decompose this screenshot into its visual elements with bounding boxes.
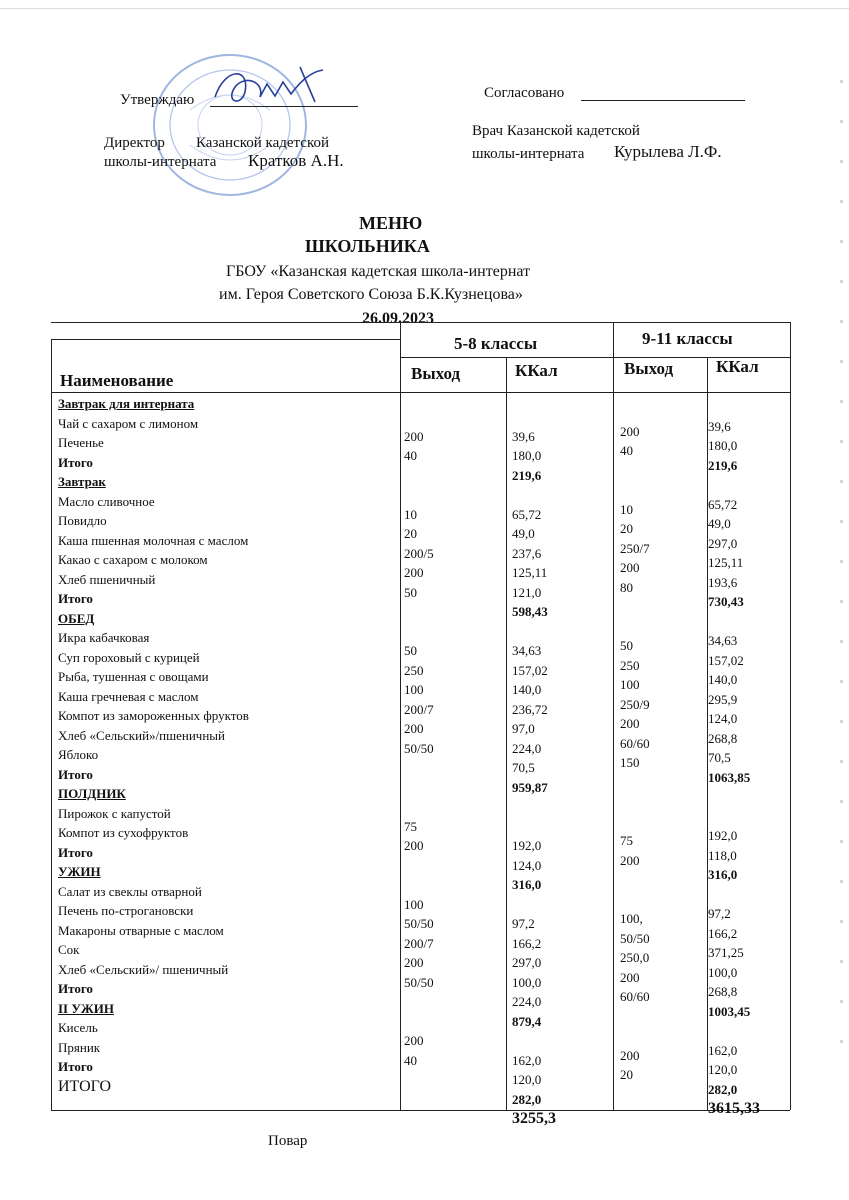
table-row-kcal-b: 157,02 (708, 652, 744, 668)
table-row-output-b: 60/60 (620, 735, 650, 751)
table-row-output-b (620, 812, 650, 832)
table-row-output-b: 250 (620, 657, 640, 673)
table-row-name: Итого (58, 981, 93, 996)
table-row-output-b: 80 (620, 579, 633, 595)
table-row-kcal-b: 166,2 (708, 925, 738, 941)
menu-date: 26.09.2023 (362, 310, 434, 327)
table-row-name: Масло сливочное (58, 493, 155, 509)
table-row-kcal-a: 121,0 (512, 584, 542, 600)
table-row-name: Итого (58, 766, 93, 782)
table-row-output-a: 200 (404, 428, 424, 444)
table-row-kcal-a: 34,63 (512, 643, 542, 658)
table-row-output-b (620, 773, 650, 793)
table-row-output-a (404, 466, 434, 486)
table-row-output-a: 50 (404, 643, 417, 658)
director-title: Директор (104, 135, 165, 151)
agreed-signature-line (581, 100, 745, 101)
table-row-name: Кисель (58, 1020, 98, 1035)
col-kcal-header-b: ККал (716, 357, 759, 376)
table-row-kcal-b (708, 397, 760, 417)
table-row-output-a: 200 (404, 721, 424, 736)
table-row-kcal-b (708, 475, 760, 495)
table-row-kcal-b (708, 885, 760, 905)
table-row-kcal-a: 219,6 (512, 467, 542, 483)
col-kcal-header-a: ККал (515, 361, 558, 380)
table-row-output-a (404, 485, 434, 505)
table-row-name: Итого (58, 1059, 93, 1074)
table-row-name: Компот из замороженных фруктов (58, 708, 249, 723)
table-row-kcal-a: 224,0 (512, 994, 542, 1009)
table-row-kcal-b (708, 1021, 760, 1041)
table-row-output-b (620, 461, 650, 481)
table-row-name: Итого (58, 454, 93, 470)
table-row-kcal-a: 3255,3 (512, 1110, 556, 1127)
director-org: Казанской кадетской (196, 135, 329, 151)
table-row-kcal-b: 1063,85 (708, 769, 751, 785)
table-row-name: II УЖИН (58, 1000, 114, 1016)
table-row-kcal-b: 268,8 (708, 730, 738, 746)
table-row-kcal-a: 282,0 (512, 1091, 542, 1107)
table-row-kcal-a: 120,0 (512, 1072, 542, 1087)
table-row-name: Макароны отварные с маслом (58, 922, 224, 938)
table-row-name: Икра кабачковая (58, 630, 150, 645)
table-row-output-b: 200 (620, 852, 640, 868)
table-row-kcal-a: 236,72 (512, 701, 548, 717)
table-row-kcal-a: 598,43 (512, 604, 548, 619)
table-row-output-a: 200/7 (404, 935, 434, 951)
table-row-name: Чай с сахаром с лимоном (58, 415, 199, 431)
table-row-kcal-a (512, 485, 556, 505)
table-row-output-b: 100, (620, 911, 643, 926)
output-column-9-11 (620, 402, 650, 1124)
table-row-name: Салат из свеклы отварной (58, 883, 202, 899)
table-row-kcal-b: 162,0 (708, 1042, 738, 1058)
table-row-name: Повидло (58, 513, 107, 528)
table-row-kcal-a: 140,0 (512, 682, 542, 697)
table-row-output-a: 250 (404, 662, 424, 678)
table-row-name: Хлеб пшеничный (58, 571, 156, 587)
table-row-name: Итого (58, 844, 93, 860)
table-row-output-a: 75 (404, 818, 417, 834)
table-row-output-a (404, 758, 434, 778)
table-row-name: УЖИН (58, 864, 101, 879)
table-row-kcal-b (708, 612, 760, 632)
table-row-output-b: 20 (620, 521, 633, 536)
table-row-kcal-b: 34,63 (708, 633, 738, 648)
table-row-output-a (404, 992, 434, 1012)
table-row-name: Суп гороховый с курицей (58, 649, 200, 665)
table-row-kcal-a: 180,0 (512, 448, 542, 463)
table-row-kcal-a: 166,2 (512, 935, 542, 951)
table-row-name: Завтрак для интерната (58, 396, 195, 411)
table-row-kcal-b: 118,0 (708, 847, 737, 863)
table-row-output-b (620, 617, 650, 637)
table-row-kcal-a (512, 622, 556, 642)
table-row-kcal-a: 70,5 (512, 760, 535, 775)
table-row-output-b: 200 (620, 1047, 640, 1063)
table-row-output-b: 60/60 (620, 989, 650, 1004)
table-row-output-a (404, 856, 434, 876)
table-row-kcal-b: 125,11 (708, 555, 744, 570)
table-row-name: Какао с сахаром с молоком (58, 552, 208, 567)
table-row-name: Печень по-строгановски (58, 903, 194, 918)
table-row-output-a: 10 (404, 506, 417, 522)
table-row-kcal-a: 39,6 (512, 428, 535, 444)
table-row-kcal-b: 120,0 (708, 1062, 738, 1077)
table-row-output-b: 250/9 (620, 696, 650, 712)
col-out-header-a: Выход (411, 364, 461, 383)
table-row-output-a: 200/5 (404, 545, 434, 561)
table-row-kcal-a: 124,0 (512, 857, 542, 873)
director-org-2: школы-интерната (104, 154, 217, 170)
table-row-kcal-a: 192,0 (512, 838, 542, 853)
table-row-output-b: 200 (620, 560, 640, 575)
table-row-output-b: 150 (620, 755, 640, 770)
table-row-kcal-b: 295,9 (708, 691, 738, 707)
table-row-kcal-b: 124,0 (708, 711, 738, 726)
kcal-column-9-11 (708, 397, 760, 1119)
table-row-output-b (620, 480, 650, 500)
kcal-column-5-8 (512, 407, 556, 1129)
table-row-output-b: 10 (620, 501, 633, 517)
table-row-name: Сок (58, 942, 80, 957)
table-row-output-a: 200 (404, 838, 424, 853)
table-row-name: Рыба, тушенная с овощами (58, 669, 209, 684)
table-row-kcal-b: 1003,45 (708, 1003, 751, 1019)
table-row-output-a (404, 602, 434, 622)
table-row-kcal-b: 297,0 (708, 535, 738, 551)
table-row-output-a: 40 (404, 1052, 417, 1068)
table-row-kcal-b: 730,43 (708, 594, 744, 609)
table-row-output-a: 100 (404, 682, 424, 697)
table-row-output-a: 50 (404, 584, 417, 600)
table-row-kcal-a (512, 895, 556, 915)
table-row-name: Пряник (58, 1039, 101, 1055)
cook-label: Повар (268, 1133, 308, 1149)
table-row-name: Хлеб «Сельский»/пшеничный (58, 727, 225, 743)
table-row-kcal-a (512, 407, 556, 427)
table-row-kcal-a: 959,87 (512, 779, 548, 795)
school-name: ГБОУ «Казанская кадетская школа-интернат (226, 263, 531, 280)
table-row-kcal-a (512, 817, 556, 837)
table-row-kcal-a: 297,0 (512, 955, 542, 970)
doctor-name: Курылева Л.Ф. (614, 142, 722, 161)
school-name-2: им. Героя Советского Союза Б.К.Кузнецова» (219, 286, 523, 303)
table-row-output-b (620, 792, 650, 812)
approve-label: Утверждаю (120, 92, 195, 108)
dish-names-column (58, 394, 249, 1096)
table-row-output-a: 200 (404, 955, 424, 970)
table-row-name: Пирожок с капустой (58, 805, 171, 821)
doctor-org-2: школы-интерната (472, 146, 585, 162)
table-row-output-a: 20 (404, 526, 417, 541)
table-row-kcal-b: 140,0 (708, 672, 738, 687)
table-row-output-a: 100 (404, 896, 424, 912)
table-row-output-a (404, 1070, 434, 1090)
table-row-kcal-b: 268,8 (708, 984, 738, 999)
table-row-output-b: 200 (620, 423, 640, 439)
table-row-kcal-b: 70,5 (708, 750, 731, 765)
table-row-kcal-b: 316,0 (708, 867, 738, 882)
table-row-kcal-b: 39,6 (708, 418, 731, 434)
table-row-name: Каша гречневая с маслом (58, 688, 199, 704)
group-9-11-header: 9-11 классы (642, 329, 733, 348)
agreed-label: Согласовано (484, 85, 565, 101)
table-row-kcal-a: 879,4 (512, 1013, 542, 1029)
table-row-kcal-b: 100,0 (708, 964, 738, 980)
table-row-output-b (620, 402, 650, 422)
table-row-kcal-a (512, 1031, 556, 1051)
page-top-edge (0, 0, 849, 9)
director-name: Кратков А.Н. (248, 151, 344, 170)
table-row-output-a (404, 407, 434, 427)
table-row-kcal-a: 157,02 (512, 662, 548, 678)
table-row-name: Яблоко (58, 747, 99, 762)
table-row-output-b (620, 597, 650, 617)
table-row-output-b: 50 (620, 638, 633, 653)
table-row-output-b (620, 890, 650, 910)
table-row-name: ОБЕД (58, 610, 95, 626)
table-row-output-b: 50/50 (620, 930, 650, 946)
table-row-output-b (620, 1104, 650, 1124)
approve-signature-line (210, 106, 358, 107)
table-row-kcal-a: 162,0 (512, 1052, 542, 1068)
table-row-kcal-a: 100,0 (512, 974, 542, 990)
table-row-output-a: 200/7 (404, 701, 434, 717)
group-5-8-header: 5-8 классы (454, 334, 538, 353)
table-row-output-b (620, 870, 650, 890)
table-row-output-a: 200 (404, 565, 424, 580)
table-row-output-a: 50/50 (404, 740, 434, 756)
table-row-output-b: 200 (620, 716, 640, 731)
menu-subtitle: ШКОЛЬНИКА (305, 236, 430, 256)
table-row-kcal-b: 49,0 (708, 516, 731, 531)
table-row-output-b: 250,0 (620, 950, 650, 965)
table-row-output-b: 250/7 (620, 540, 650, 556)
table-row-output-b (620, 1026, 650, 1046)
table-row-output-a (404, 797, 434, 817)
table-row-output-b: 100 (620, 677, 640, 692)
table-row-kcal-a: 97,2 (512, 916, 535, 931)
table-row-output-a: 200 (404, 1033, 424, 1048)
table-row-kcal-a: 49,0 (512, 526, 535, 541)
table-row-name: Завтрак (58, 474, 106, 489)
table-row-name: ПОЛДНИК (58, 786, 126, 801)
table-row-output-b (620, 1007, 650, 1027)
table-row-kcal-b: 97,2 (708, 906, 731, 921)
table-row-output-a (404, 875, 434, 895)
table-row-output-a (404, 778, 434, 798)
table-row-kcal-b: 65,72 (708, 496, 738, 512)
table-row-kcal-b: 3615,33 (708, 1100, 760, 1117)
table-row-output-a (404, 1090, 434, 1110)
table-row-output-a: 50/50 (404, 974, 434, 990)
doctor-title: Врач Казанской кадетской (472, 123, 640, 139)
table-row-kcal-a: 65,72 (512, 506, 542, 522)
table-row-output-a (404, 622, 434, 642)
director-signature (205, 62, 355, 112)
table-row-kcal-a: 125,11 (512, 565, 548, 580)
table-row-kcal-a: 97,0 (512, 721, 535, 736)
table-row-name: Компот из сухофруктов (58, 825, 189, 840)
table-row-name: ИТОГО (58, 1077, 112, 1095)
table-row-kcal-b: 180,0 (708, 438, 738, 453)
table-row-output-a (404, 1012, 434, 1032)
table-row-output-b: 20 (620, 1067, 633, 1082)
scan-edge-marks (840, 80, 843, 1080)
table-row-output-b (620, 1085, 650, 1105)
table-row-kcal-b (708, 787, 760, 807)
table-row-kcal-b: 371,25 (708, 945, 744, 960)
col-name-header: Наименование (60, 371, 174, 390)
output-column-5-8 (404, 407, 434, 1109)
table-row-kcal-a (512, 797, 556, 817)
table-row-kcal-b: 192,0 (708, 828, 738, 843)
table-row-output-a: 40 (404, 448, 417, 463)
table-row-kcal-b: 282,0 (708, 1081, 738, 1097)
table-row-name: Итого (58, 591, 93, 606)
table-row-output-b: 40 (620, 443, 633, 458)
table-row-kcal-b (708, 807, 760, 827)
table-row-kcal-a: 224,0 (512, 740, 542, 756)
table-row-kcal-a: 316,0 (512, 877, 542, 892)
col-out-header-b: Выход (624, 359, 674, 378)
table-row-kcal-a: 237,6 (512, 545, 542, 561)
table-row-output-a: 50/50 (404, 916, 434, 931)
table-row-name: Каша пшенная молочная с маслом (58, 532, 249, 548)
table-row-name: Хлеб «Сельский»/ пшеничный (58, 961, 229, 977)
table-row-output-b: 200 (620, 969, 640, 985)
table-row-name: Печенье (58, 435, 104, 450)
menu-title: МЕНЮ (359, 213, 423, 233)
table-row-output-b: 75 (620, 833, 633, 848)
table-row-kcal-b: 219,6 (708, 457, 738, 473)
table-row-kcal-b: 193,6 (708, 574, 738, 590)
